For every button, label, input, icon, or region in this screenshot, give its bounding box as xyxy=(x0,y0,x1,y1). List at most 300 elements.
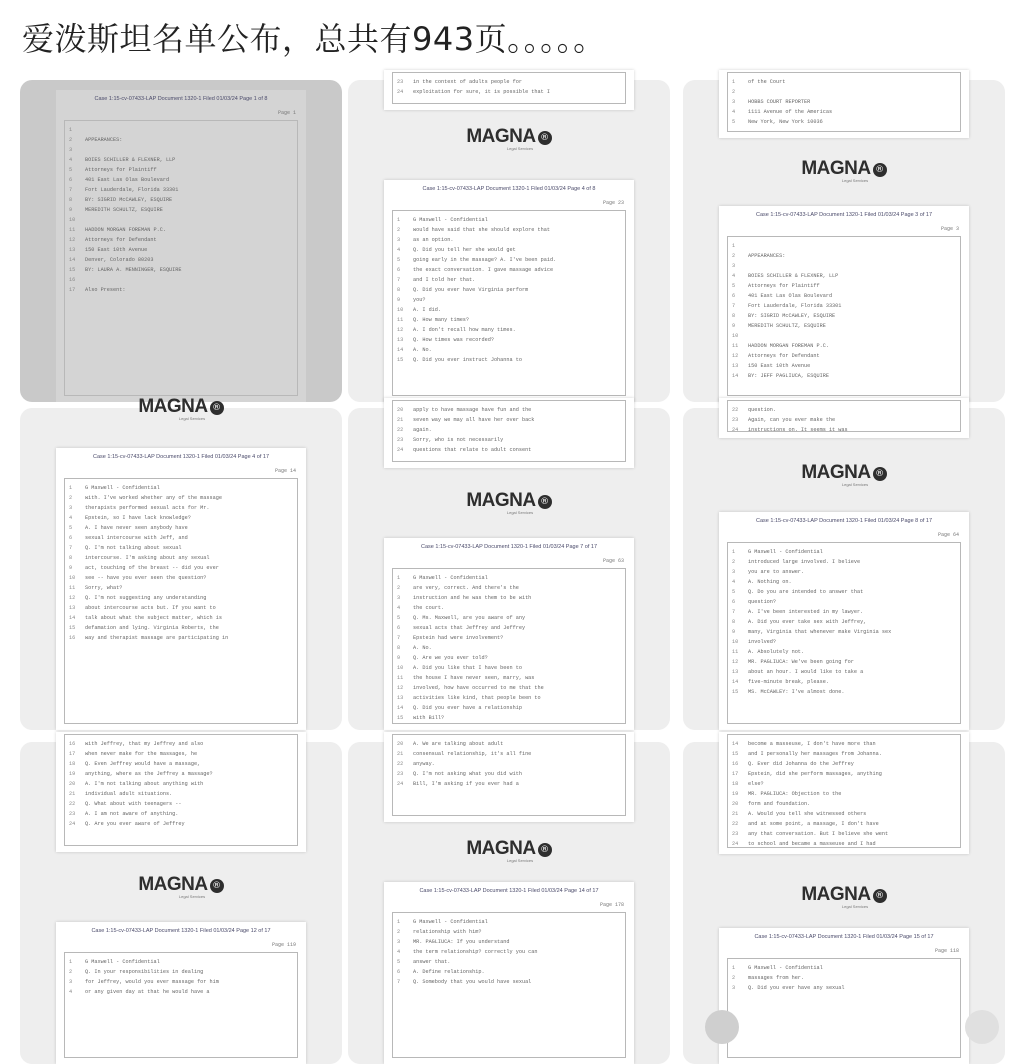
line-text: A. I did. xyxy=(413,307,442,313)
transcript-line xyxy=(69,613,293,623)
line-text: Q. I'm not asking what you did with xyxy=(413,771,522,777)
line-text: HOBBS COURT REPORTER xyxy=(748,99,811,105)
line-number: 10 xyxy=(397,307,404,313)
transcript-line xyxy=(732,311,956,321)
transcript-line xyxy=(69,789,293,799)
image-thumbnail[interactable] xyxy=(683,408,1005,730)
line-text: 150 East 10th Avenue xyxy=(85,247,148,253)
line-number: 4 xyxy=(397,949,401,955)
line-text: G Maxwell - Confidential xyxy=(413,217,488,223)
transcript-line xyxy=(397,335,621,345)
logo-mark-icon: ® xyxy=(873,889,887,903)
line-text: in the context of adults people for xyxy=(413,79,522,85)
transcript-line xyxy=(397,415,621,425)
transcript-line xyxy=(732,587,956,597)
viewer-button[interactable] xyxy=(705,1010,739,1044)
line-text: the court. xyxy=(413,605,445,611)
line-text: BY: SIGRID McCAWLEY, ESQUIRE xyxy=(748,313,836,319)
line-text: answer that. xyxy=(413,959,451,965)
transcript-line xyxy=(732,617,956,627)
transcript-line xyxy=(397,713,621,723)
line-text: Q. How times was recorded? xyxy=(413,337,494,343)
transcript-line xyxy=(732,97,956,107)
line-number: 5 xyxy=(732,283,736,289)
line-text: massages from her. xyxy=(748,975,805,981)
line-number: 16 xyxy=(69,277,76,283)
line-number: 17 xyxy=(69,287,76,293)
line-text: A. We are talking about adult xyxy=(413,741,504,747)
transcript-line xyxy=(69,145,293,155)
page-number: Page 1 xyxy=(277,110,296,116)
line-text xyxy=(748,241,956,251)
line-number: 11 xyxy=(397,675,404,681)
transcript-line xyxy=(732,667,956,677)
transcript-line xyxy=(397,759,621,769)
transcript-line xyxy=(397,355,621,365)
line-text: question? xyxy=(748,599,777,605)
transcript-line xyxy=(732,251,956,261)
line-number: 13 xyxy=(69,605,76,611)
line-number: 6 xyxy=(732,599,736,605)
line-text: G Maxwell - Confidential xyxy=(748,549,823,555)
line-number: 7 xyxy=(732,303,736,309)
transcript-line xyxy=(397,613,621,623)
transcript-line xyxy=(732,405,956,415)
transcript-fragment xyxy=(384,398,634,468)
image-thumbnail[interactable] xyxy=(348,408,670,730)
line-text: see -- have you ever seen the question? xyxy=(85,575,207,581)
line-text: Again, can you ever make the xyxy=(748,417,836,423)
line-text: A. I've been interested in my lawyer. xyxy=(748,609,864,615)
line-number: 3 xyxy=(732,263,736,269)
logo-word: MAGNA xyxy=(466,126,536,147)
transcript-line xyxy=(397,573,621,583)
transcript-page xyxy=(56,448,306,730)
transcript-page xyxy=(384,538,634,730)
line-number: 4 xyxy=(397,247,401,253)
transcript-line xyxy=(732,627,956,637)
line-text: Q. Did you ever instruct Johanna to xyxy=(413,357,522,363)
line-number: 16 xyxy=(69,635,76,641)
line-text: involved? xyxy=(748,639,777,645)
line-text: Q. Did you tell her she would get xyxy=(413,247,516,253)
line-number: 14 xyxy=(69,615,76,621)
logo-word: MAGNA xyxy=(801,158,871,179)
line-number: 5 xyxy=(732,119,736,125)
line-number: 3 xyxy=(69,147,73,153)
line-number: 10 xyxy=(397,665,404,671)
image-thumbnail[interactable] xyxy=(348,80,670,402)
transcript-line xyxy=(397,653,621,663)
line-number: 15 xyxy=(69,267,76,273)
logo-subtitle: Legal Services xyxy=(506,146,534,151)
line-number: 10 xyxy=(732,639,739,645)
transcript-body xyxy=(727,236,961,396)
transcript-line xyxy=(397,583,621,593)
line-number: 6 xyxy=(397,625,401,631)
transcript-line xyxy=(69,809,293,819)
line-text: 150 East 10th Avenue xyxy=(748,363,811,369)
line-number: 1 xyxy=(732,79,736,85)
line-text: the term relationship? correctly you can xyxy=(413,949,538,955)
transcript-line xyxy=(69,165,293,175)
line-number: 13 xyxy=(732,363,739,369)
line-text: or any given day at that he would have a xyxy=(85,989,210,995)
logo-word: MAGNA xyxy=(466,838,536,859)
line-number: 24 xyxy=(397,89,404,95)
line-number: 7 xyxy=(397,277,401,283)
line-text: Attorneys for Defendant xyxy=(748,353,820,359)
line-text: become a masseuse, I don't have more than xyxy=(748,741,876,747)
transcript-line xyxy=(69,483,293,493)
logo-mark-icon: ® xyxy=(538,131,552,145)
line-text: BY: SIGRID McCAWLEY, ESQUIRE xyxy=(85,197,173,203)
magna-logo xyxy=(348,126,670,151)
transcript-body xyxy=(727,958,961,1058)
line-number: 1 xyxy=(732,549,736,555)
line-text: A. Define relationship. xyxy=(413,969,485,975)
transcript-line xyxy=(732,607,956,617)
line-number: 5 xyxy=(397,959,401,965)
line-text: BOIES SCHILLER & FLEXNER, LLP xyxy=(85,157,176,163)
line-text: anyway. xyxy=(413,761,435,767)
line-number: 3 xyxy=(397,595,401,601)
transcript-line xyxy=(69,513,293,523)
line-number: 2 xyxy=(69,137,73,143)
transcript-line xyxy=(397,87,621,97)
line-text: 401 East Las Olas Boulevard xyxy=(748,293,833,299)
line-number: 2 xyxy=(732,975,736,981)
line-text: 1111 Avenue of the Americas xyxy=(748,109,833,115)
line-text: Q. Are we you ever told? xyxy=(413,655,488,661)
transcript-body xyxy=(392,912,626,1058)
logo-subtitle: Legal Services xyxy=(841,904,869,909)
transcript-line xyxy=(69,135,293,145)
line-number: 24 xyxy=(732,427,739,433)
line-text: and I told her that. xyxy=(413,277,476,283)
line-text: Q. I'm not suggesting any understanding xyxy=(85,595,207,601)
transcript-line xyxy=(69,739,293,749)
line-number: 1 xyxy=(732,243,736,249)
line-number: 3 xyxy=(732,569,736,575)
line-number: 14 xyxy=(732,679,739,685)
line-text: A. Did you like that I have been to xyxy=(413,665,522,671)
transcript-line xyxy=(69,583,293,593)
line-text: with Jeffrey, that my Jeffrey and also xyxy=(85,741,204,747)
line-text: any that conversation. But I believe she went xyxy=(748,831,889,837)
transcript-line xyxy=(69,195,293,205)
line-text: MS. McCAWLEY: I've almost done. xyxy=(748,689,845,695)
transcript-page xyxy=(384,180,634,402)
line-number: 15 xyxy=(397,357,404,363)
line-number: 14 xyxy=(397,347,404,353)
transcript-line xyxy=(732,819,956,829)
line-text: for Jeffrey, would you ever massage for him xyxy=(85,979,219,985)
transcript-line xyxy=(69,623,293,633)
line-text: about an hour. I would like to take a xyxy=(748,669,864,675)
line-number: 22 xyxy=(732,407,739,413)
line-text: 401 East Las Olas Boulevard xyxy=(85,177,170,183)
transcript-line xyxy=(69,633,293,643)
transcript-line xyxy=(732,799,956,809)
line-text: sexual acts that Jeffrey and Jeffrey xyxy=(413,625,526,631)
line-text: you are to answer. xyxy=(748,569,805,575)
line-text: instruction and he was them to be with xyxy=(413,595,532,601)
line-text: Q. How many times? xyxy=(413,317,470,323)
logo-subtitle: Legal Services xyxy=(178,894,206,899)
page-header: Case 1:15-cv-07433-LAP Document 1320-1 Filed 01/03/24 Page 15 of 17 xyxy=(754,934,934,940)
logo-subtitle: Legal Services xyxy=(841,178,869,183)
transcript-line xyxy=(69,563,293,573)
line-text: A. I'm not talking about anything with xyxy=(85,781,204,787)
line-number: 10 xyxy=(69,575,76,581)
transcript-body xyxy=(64,734,298,846)
transcript-line xyxy=(397,425,621,435)
transcript-line xyxy=(732,77,956,87)
magna-logo xyxy=(20,874,342,899)
line-text: MR. PAGLIUCA: We've been going for xyxy=(748,659,854,665)
page-header: Case 1:15-cv-07433-LAP Document 1320-1 Filed 01/03/24 Page 4 of 17 xyxy=(92,454,269,460)
line-number: 6 xyxy=(69,535,73,541)
logo-mark-icon: ® xyxy=(538,843,552,857)
transcript-body xyxy=(64,120,298,396)
line-number: 23 xyxy=(397,79,404,85)
transcript-line xyxy=(397,947,621,957)
transcript-line xyxy=(69,523,293,533)
image-thumbnail[interactable] xyxy=(20,80,342,402)
line-text: G Maxwell - Confidential xyxy=(413,919,488,925)
line-text: consensual relationship, it's all fine xyxy=(413,751,532,757)
transcript-line xyxy=(397,703,621,713)
line-number: 10 xyxy=(732,333,739,339)
line-number: 8 xyxy=(732,313,736,319)
line-text: activities like kind, that people been to xyxy=(413,695,541,701)
transcript-line xyxy=(69,573,293,583)
line-text: A. No. xyxy=(413,645,432,651)
transcript-line xyxy=(397,603,621,613)
line-text: Epstein had were involvement? xyxy=(413,635,504,641)
line-text: Also Present: xyxy=(85,287,126,293)
transcript-line xyxy=(732,341,956,351)
transcript-line xyxy=(397,917,621,927)
line-number: 9 xyxy=(397,297,401,303)
line-number: 24 xyxy=(397,447,404,453)
line-number: 18 xyxy=(69,761,76,767)
logo-word: MAGNA xyxy=(466,490,536,511)
transcript-line xyxy=(732,597,956,607)
line-number: 4 xyxy=(732,579,736,585)
transcript-body xyxy=(64,952,298,1058)
transcript-page xyxy=(56,90,306,402)
line-number: 19 xyxy=(69,771,76,777)
line-number: 12 xyxy=(397,327,404,333)
line-number: 22 xyxy=(69,801,76,807)
transcript-body xyxy=(727,542,961,724)
line-text: MEREDITH SCHULTZ, ESQUIRE xyxy=(85,207,163,213)
line-number: 11 xyxy=(69,585,76,591)
line-text: with. I've worked whether any of the massage xyxy=(85,495,222,501)
line-text: Attorneys for Defendant xyxy=(85,237,157,243)
transcript-fragment xyxy=(384,732,634,822)
line-number: 17 xyxy=(732,771,739,777)
line-text: Q. Ms. Maxwell, are you aware of any xyxy=(413,615,526,621)
line-text: else? xyxy=(748,781,764,787)
line-number: 15 xyxy=(397,715,404,721)
transcript-line xyxy=(69,205,293,215)
line-text: act, touching of the breast -- did you ever xyxy=(85,565,219,571)
page-header: Case 1:15-cv-07433-LAP Document 1320-1 Filed 01/03/24 Page 7 of 17 xyxy=(420,544,597,550)
line-text: Sorry, who is not necessarily xyxy=(413,437,504,443)
line-number: 2 xyxy=(732,89,736,95)
logo-subtitle: Legal Services xyxy=(178,416,206,421)
line-text: apply to have massage have fun and the xyxy=(413,407,532,413)
page-header: Case 1:15-cv-07433-LAP Document 1320-1 Filed 01/03/24 Page 4 of 8 xyxy=(422,186,596,192)
transcript-line xyxy=(397,235,621,245)
line-number: 20 xyxy=(732,801,739,807)
line-number: 8 xyxy=(397,287,401,293)
line-number: 23 xyxy=(397,771,404,777)
line-text: G Maxwell - Confidential xyxy=(85,485,160,491)
transcript-line xyxy=(732,117,956,127)
transcript-line xyxy=(397,739,621,749)
line-text: to school and became a masseuse and I had xyxy=(748,841,876,847)
logo-word: MAGNA xyxy=(801,462,871,483)
transcript-fragment xyxy=(719,70,969,138)
line-number: 8 xyxy=(69,197,73,203)
line-number: 12 xyxy=(69,595,76,601)
line-number: 5 xyxy=(69,167,73,173)
line-number: 5 xyxy=(397,257,401,263)
transcript-line xyxy=(69,769,293,779)
line-number: 13 xyxy=(397,695,404,701)
line-number: 8 xyxy=(397,645,401,651)
post-title: 爱泼斯坦名单公布，总共有943页。。。。。 xyxy=(22,20,606,58)
line-number: 15 xyxy=(732,751,739,757)
line-text: Q. Somebody that you would have sexual xyxy=(413,979,532,985)
transcript-line xyxy=(397,977,621,987)
transcript-line xyxy=(732,241,956,251)
line-text: Fort Lauderdale, Florida 33301 xyxy=(748,303,842,309)
transcript-line xyxy=(69,593,293,603)
transcript-line xyxy=(69,533,293,543)
transcript-line xyxy=(397,255,621,265)
line-text: Q. What about with teenagers -- xyxy=(85,801,182,807)
line-text: BY: LAURA A. MENNINGER, ESQUIRE xyxy=(85,267,182,273)
transcript-line xyxy=(732,769,956,779)
transcript-body xyxy=(392,72,626,104)
line-number: 1 xyxy=(397,217,401,223)
line-number: 9 xyxy=(732,323,736,329)
line-text: exploitation for sure, it is possible that I xyxy=(413,89,550,95)
line-text: seven way we may all have her over back xyxy=(413,417,535,423)
line-number: 12 xyxy=(732,353,739,359)
logo-word: MAGNA xyxy=(801,884,871,905)
transcript-line xyxy=(69,749,293,759)
image-thumbnail[interactable] xyxy=(20,396,342,730)
transcript-line xyxy=(732,425,956,435)
page-header: Case 1:15-cv-07433-LAP Document 1320-1 Filed 01/03/24 Page 3 of 17 xyxy=(755,212,932,218)
magna-logo xyxy=(348,490,670,515)
line-text: Epstein, so I have lack knowledge? xyxy=(85,515,191,521)
line-text: New York, New York 10036 xyxy=(748,119,823,125)
transcript-line xyxy=(69,125,293,135)
line-text: are very, correct. And there's the xyxy=(413,585,519,591)
transcript-line xyxy=(69,225,293,235)
line-text: individual adult situations. xyxy=(85,791,173,797)
transcript-line xyxy=(732,547,956,557)
line-number: 14 xyxy=(397,705,404,711)
line-text: Attorneys for Plaintiff xyxy=(85,167,157,173)
line-number: 1 xyxy=(69,127,73,133)
line-number: 11 xyxy=(732,649,739,655)
transcript-line xyxy=(732,759,956,769)
logo-subtitle: Legal Services xyxy=(506,858,534,863)
line-number: 1 xyxy=(69,485,73,491)
transcript-line xyxy=(397,643,621,653)
transcript-line xyxy=(732,557,956,567)
transcript-line xyxy=(397,673,621,683)
viewer-button[interactable] xyxy=(965,1010,999,1044)
line-number: 13 xyxy=(732,669,739,675)
image-thumbnail[interactable] xyxy=(348,742,670,1064)
transcript-line xyxy=(397,633,621,643)
line-text: Q. Ever did Johanna do the Jeffrey xyxy=(748,761,854,767)
line-text: form and foundation. xyxy=(748,801,811,807)
transcript-line xyxy=(732,973,956,983)
transcript-line xyxy=(397,245,621,255)
transcript-line xyxy=(397,445,621,455)
line-number: 13 xyxy=(69,247,76,253)
transcript-line xyxy=(397,315,621,325)
line-number: 9 xyxy=(69,207,73,213)
transcript-line xyxy=(397,663,621,673)
line-number: 9 xyxy=(69,565,73,571)
transcript-line xyxy=(732,361,956,371)
image-thumbnail[interactable] xyxy=(20,742,342,1064)
line-number: 5 xyxy=(69,525,73,531)
line-text: talk about what the subject matter, which is xyxy=(85,615,222,621)
line-number: 5 xyxy=(732,589,736,595)
transcript-line xyxy=(732,301,956,311)
line-number: 6 xyxy=(732,293,736,299)
transcript-line xyxy=(397,693,621,703)
line-number: 22 xyxy=(732,821,739,827)
line-number: 11 xyxy=(732,343,739,349)
transcript-body xyxy=(392,400,626,462)
line-number: 7 xyxy=(397,979,401,985)
transcript-line xyxy=(732,657,956,667)
line-number: 2 xyxy=(69,495,73,501)
transcript-line xyxy=(69,759,293,769)
line-number: 8 xyxy=(69,555,73,561)
transcript-body xyxy=(392,734,626,816)
line-number: 20 xyxy=(69,781,76,787)
page-number: Page 178 xyxy=(599,902,624,908)
transcript-line xyxy=(397,295,621,305)
line-number: 7 xyxy=(397,635,401,641)
transcript-line xyxy=(732,809,956,819)
image-thumbnail[interactable] xyxy=(683,80,1005,402)
line-text: Epstein, did she perform massages, anything xyxy=(748,771,882,777)
line-text: Sorry, what? xyxy=(85,585,123,591)
line-number: 6 xyxy=(69,177,73,183)
transcript-body xyxy=(727,734,961,848)
page-number: Page 63 xyxy=(602,558,624,564)
transcript-line xyxy=(397,345,621,355)
transcript-fragment xyxy=(719,398,969,438)
line-number: 2 xyxy=(397,929,401,935)
line-text: G Maxwell - Confidential xyxy=(85,959,160,965)
